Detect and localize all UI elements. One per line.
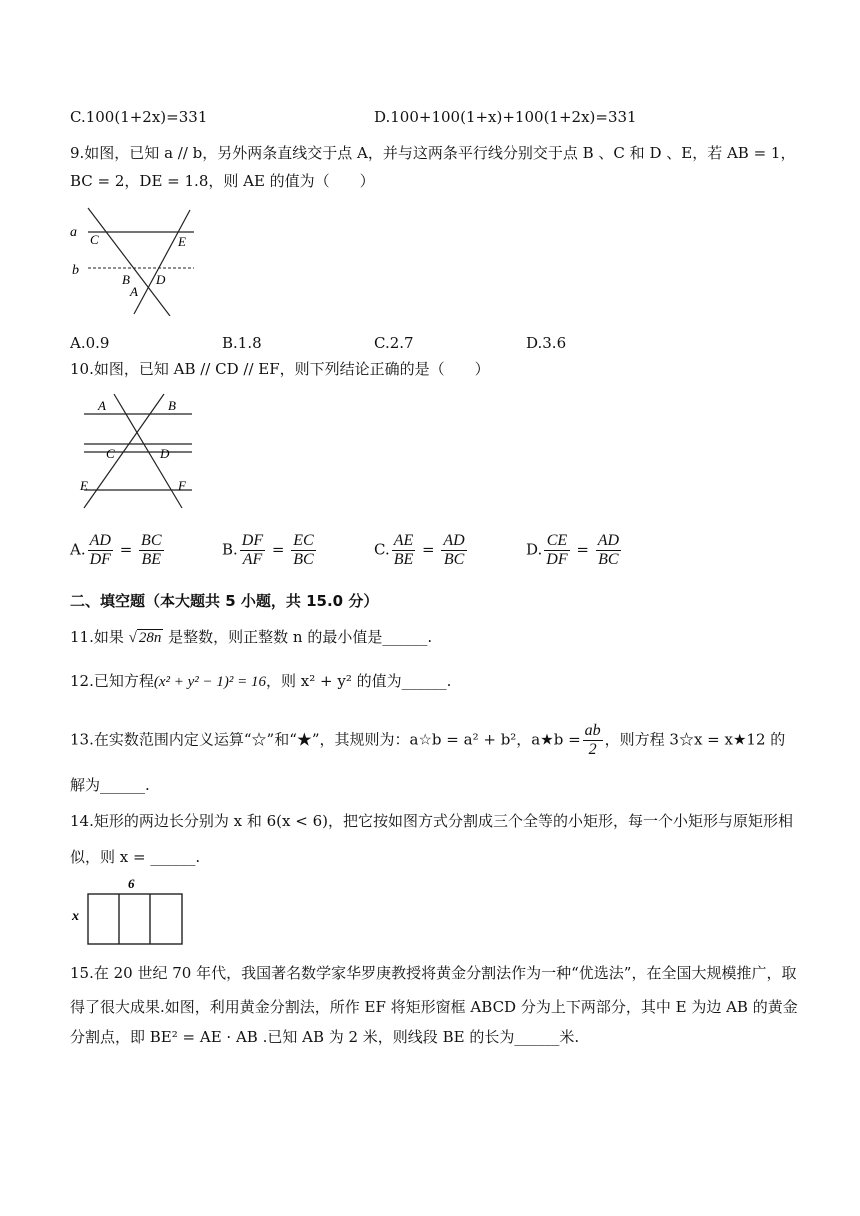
q14-figure — [70, 872, 190, 950]
q10-option-b-prefix: B. — [222, 540, 238, 559]
q10-option-a-prefix: A. — [70, 540, 86, 559]
q9-transversal-left — [88, 208, 170, 316]
q9-figure — [66, 204, 206, 316]
q10-a-num1: AD — [89, 532, 111, 549]
q15-line1: 15.在 20 世纪 70 年代，我国著名数学家华罗庚教授将黄金分割法作为一种“优选法”，在全国大规模推广，取 — [70, 964, 797, 982]
q10-d-num1: CE — [544, 532, 569, 551]
q10-option-d-prefix: D. — [526, 540, 543, 559]
q13-line1 — [70, 722, 785, 759]
q10-a-den2: BE — [141, 551, 162, 568]
q10-label-d: D — [160, 446, 170, 461]
q10-option-b: B. $\frac{DF}{AF}$ = $\frac{EC}{BC}$ — [222, 532, 314, 568]
q9-option-c: C.2.7 — [374, 334, 414, 352]
q12-equation: (x² + y² − 1)² = 16 — [153, 674, 267, 690]
q8-option-c: C.100(1+2x)=331 — [70, 108, 208, 126]
section-2-heading: 二、填空题（本大题共 5 小题，共 15.0 分） — [70, 592, 379, 610]
q9-label-c: C — [90, 232, 99, 247]
q9-label-a: a — [70, 225, 77, 240]
q10-c-num2: AD — [443, 532, 465, 549]
q10-label-e: E — [80, 478, 88, 493]
q10-c-den1: BE — [393, 551, 414, 568]
q10-b-den2: BC — [293, 551, 314, 568]
q10-a-den1: DF — [89, 551, 111, 568]
q10-label-f: F — [178, 478, 186, 493]
q13-frac-den: 2 — [588, 741, 597, 758]
q10-c-num1: AE — [393, 532, 414, 549]
q10-option-c-prefix: C. — [374, 540, 390, 559]
q10-b-den1: AF — [242, 551, 263, 568]
q11 — [70, 626, 432, 649]
q9-label-d: D — [156, 272, 166, 287]
q11-post: 是整数，则正整数 n 的最小值是______. — [168, 628, 433, 646]
q9-label-a-point: A — [130, 284, 138, 299]
q10-d-den2: BC — [598, 551, 619, 568]
q11-pre: 11.如果 — [70, 628, 124, 646]
q14-label-6: 6 — [128, 876, 135, 891]
q12 — [70, 670, 451, 693]
q10-b-num1: DF — [241, 532, 264, 549]
q9-label-e: E — [178, 234, 186, 249]
q10-c-den2: BC — [443, 551, 465, 568]
q13-pre: 13.在实数范围内定义运算“☆”和“★”，其规则为：a☆b = a² + b²，a★b = — [70, 730, 581, 749]
q10-d-num2: AD — [597, 532, 620, 549]
q10-label-c: C — [106, 446, 115, 461]
q9-option-a: A.0.9 — [70, 334, 110, 352]
q14-line1: 14.矩形的两边长分别为 x 和 6(x < 6)，把它按如图方式分割成三个全等的小矩形，每一个小矩形与原矩形相 — [70, 812, 793, 830]
q10-b-num2: EC — [293, 532, 314, 549]
q9-label-b-point: B — [122, 272, 130, 287]
q12-pre: 12.已知方程 — [70, 672, 154, 690]
q14-label-x: x — [72, 909, 79, 924]
q9-stem-line1: 9.如图，已知 a // b，另外两条直线交于点 A，并与这两条平行线分别交于点 B 、C 和 D 、E，若 AB = 1， — [70, 144, 796, 162]
q10-figure — [74, 390, 198, 516]
q9-transversal-right — [134, 210, 190, 314]
q10-label-a: A — [98, 398, 106, 413]
q8-option-d: D.100+100(1+x)+100(1+2x)=331 — [374, 108, 637, 126]
q9-option-b: B.1.8 — [222, 334, 262, 352]
q10-a-num2: BC — [141, 532, 162, 549]
q11-radical: √ 28n — [128, 630, 162, 646]
q10-d-den1: DF — [546, 551, 568, 568]
q14-line2: 似，则 x = ______. — [70, 848, 201, 866]
q13-frac-num: ab — [584, 722, 601, 739]
q15-line3: 分割点，即 BE² = AE · AB .已知 AB 为 2 米，则线段 BE 的长为______米. — [70, 1028, 580, 1046]
q11-radicand: 28n — [138, 630, 162, 646]
q10-label-b: B — [168, 398, 176, 413]
q12-post: ，则 x² + y² 的值为______. — [266, 672, 452, 690]
q9-stem-line2: BC = 2，DE = 1.8，则 AE 的值为（ ） — [70, 172, 375, 190]
q15-line2: 得了很大成果.如图，利用黄金分割法，所作 EF 将矩形窗框 ABCD 分为上下两部分，其中 E 为边 AB 的黄金 — [70, 998, 798, 1016]
q13-post: ，则方程 3☆x = x★12 的 — [604, 730, 786, 749]
q10-option-d: D. $\frac{CE}{DF}$ = $\frac{AD}{BC}$ — [526, 532, 620, 568]
q9-option-d: D.3.6 — [526, 334, 567, 352]
q10-option-c: C. $\frac{AE}{BE}$ = $\frac{AD}{BC}$ — [374, 532, 465, 568]
q10-stem: 10.如图，已知 AB // CD // EF，则下列结论正确的是（ ） — [70, 360, 490, 378]
q13-line2: 解为______. — [70, 776, 150, 794]
q14-rect-outer — [88, 894, 182, 944]
q10-option-a: A. $\frac{AD}{DF}$ = $\frac{BC}{BE}$ — [70, 532, 162, 568]
q9-label-b: b — [72, 263, 79, 278]
